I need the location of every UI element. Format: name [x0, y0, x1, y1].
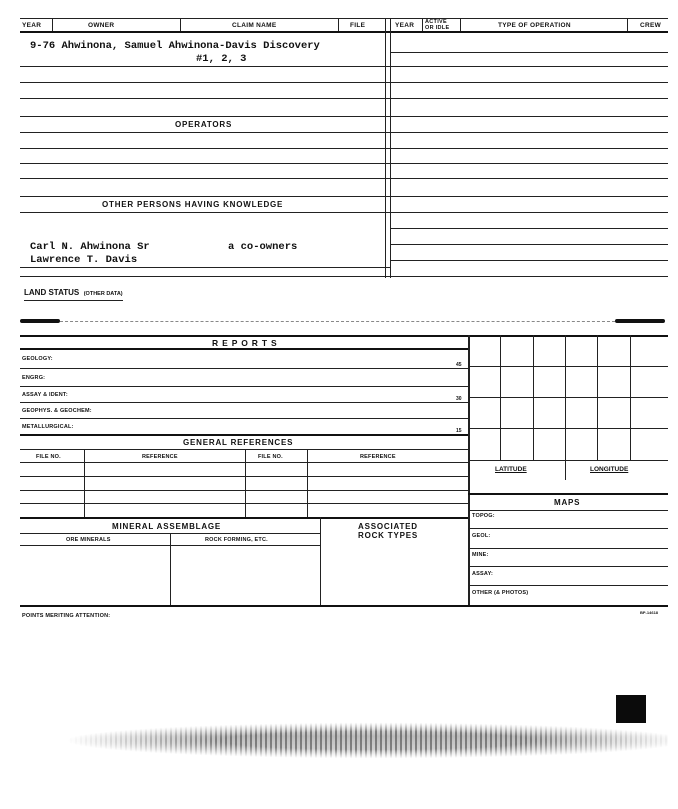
gen-ref-file-no-2: FILE NO.	[258, 454, 283, 460]
header-year-2: YEAR	[395, 22, 415, 29]
gen-ref-file-no-1: FILE NO.	[36, 454, 61, 460]
maps-topog: TOPOG:	[472, 513, 495, 519]
longitude-label: LONGITUDE	[590, 466, 629, 473]
metallurgical-label: METALLURGICAL:	[22, 424, 74, 430]
header-file: FILE	[350, 22, 366, 29]
land-status-heading: LAND STATUS	[24, 288, 80, 297]
latitude-label: LATITUDE	[495, 466, 527, 473]
engrg-label: ENGRG:	[22, 375, 46, 381]
header-year: YEAR	[22, 22, 42, 29]
entry-line-1: 9-76 Ahwinona, Samuel Ahwinona-Davis Discovery	[30, 40, 320, 52]
header-type-of-operation: TYPE OF OPERATION	[498, 22, 571, 29]
maps-geol: GEOL:	[472, 533, 491, 539]
maps-heading: MAPS	[554, 498, 581, 507]
maps-mine: MINE:	[472, 552, 489, 558]
general-references-heading: GENERAL REFERENCES	[183, 438, 294, 447]
geology-label: GEOLOGY:	[22, 356, 53, 362]
rock-forming-label: ROCK FORMING, ETC.	[205, 537, 268, 543]
other-persons-heading: OTHER PERSONS HAVING KNOWLEDGE	[102, 200, 284, 209]
reports-heading: R E P O R T S	[212, 338, 278, 348]
assay-number: 30	[456, 396, 462, 402]
mineral-assemblage-heading: MINERAL ASSEMBLAGE	[112, 522, 222, 531]
header-crew: CREW	[640, 22, 662, 29]
header-active-idle-2: OR IDLE	[425, 25, 450, 31]
geology-number: 45	[456, 362, 462, 368]
metallurgical-number: 15	[456, 428, 462, 434]
person-2: Lawrence T. Davis	[30, 254, 138, 266]
person-1-note: a co-owners	[228, 241, 298, 253]
land-status-subheading: (OTHER DATA)	[83, 291, 123, 297]
header-owner: OWNER	[88, 22, 115, 29]
ink-smudge-left	[20, 319, 60, 323]
maps-other-photos: OTHER (& PHOTOS)	[472, 590, 529, 596]
associated-rock-types-1: ASSOCIATED	[358, 522, 418, 531]
form-number: BP-14618	[640, 610, 659, 615]
ink-smudge-right	[615, 319, 665, 323]
person-1: Carl N. Ahwinona Sr	[30, 241, 150, 253]
points-meriting-attention-label: POINTS MERITING ATTENTION:	[22, 613, 111, 619]
gen-ref-reference-2: REFERENCE	[360, 454, 396, 460]
assay-ident-label: ASSAY & IDENT:	[22, 392, 68, 398]
header-claim-name: CLAIM NAME	[232, 22, 277, 29]
scan-artifact-strip	[20, 718, 668, 763]
header-active-idle-1: ACTIVE	[425, 19, 447, 25]
gen-ref-reference-1: REFERENCE	[142, 454, 178, 460]
geophys-geochem-label: GEOPHYS. & GEOCHEM:	[22, 408, 92, 414]
entry-line-2: #1, 2, 3	[196, 53, 247, 65]
operators-heading: OPERATORS	[175, 120, 233, 129]
maps-assay: ASSAY:	[472, 571, 494, 577]
associated-rock-types-2: ROCK TYPES	[358, 531, 419, 540]
ore-minerals-label: ORE MINERALS	[66, 537, 111, 543]
